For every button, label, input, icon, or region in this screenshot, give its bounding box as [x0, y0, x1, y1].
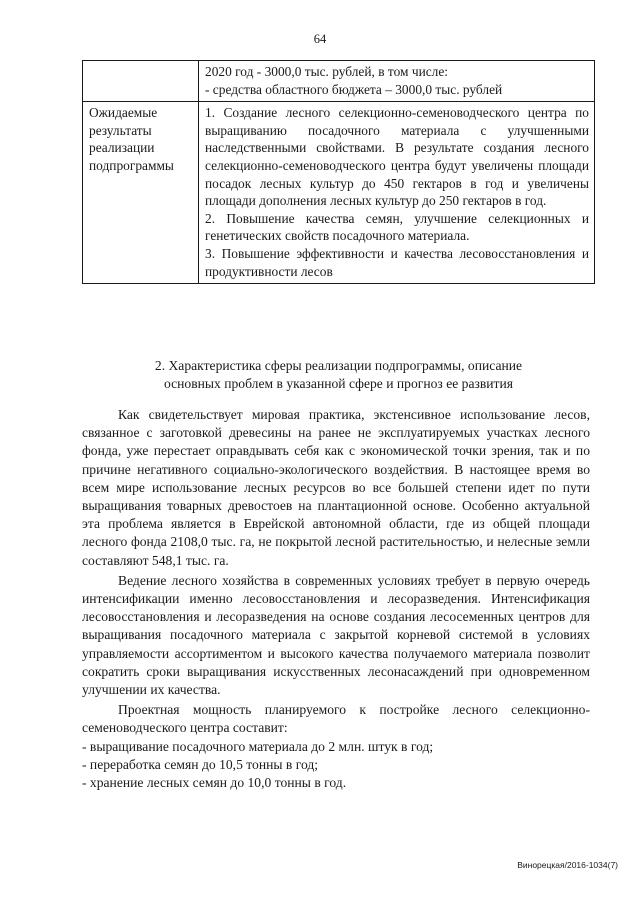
table-row-expected-results: [83, 102, 595, 284]
program-passport-table: [82, 60, 595, 284]
table-cell-label-empty: [83, 61, 199, 102]
section-heading-line-2: основных проблем в указанной сфере и прогноз ее развития: [163, 376, 514, 391]
expected-result-item-3: 3. Повышение эффективности и качества лесовосстановления и продуктивности лесов: [205, 245, 589, 279]
financing-line-total: 2020 год - 3000,0 тыс. рублей, в том числе:: [205, 64, 449, 79]
paragraph-forest-management: Ведение лесного хозяйства в современных условиях требует в первую очередь интенсификации именно лесовосстановления и лесоразведения. Интенсификация лесовосстановления и лесоразведения на основе создания лесосеменных центров для выращивания посадочного материала с закрытой корневой системой в условиях управляемости ассортиментом и высокого качества получаемого материала позволит сократить сроки выращивания искусственных лесонасаждений при одновременном улучшении их качества.: [82, 572, 590, 698]
document-footer-code: Винорецкая/2016-1034(7): [517, 860, 618, 870]
list-item: - выращивание посадочного материала до 2 млн. штук в год;: [82, 738, 434, 754]
expected-result-item-1: 1. Создание лесного селекционно-семеноводческого центра по выращиванию посадочного материала с улучшенными наследственными свойствами. В результате создания лесного селекционно-семеноводческого центра будут увеличены площади посадок лесных культур до 450 гектаров в год и увеличены площади дополнения лесных культур до 250 гектаров в год.: [205, 105, 589, 209]
section-heading-line-1: 2. Характеристика сферы реализации подпрограммы, описание: [154, 358, 523, 373]
table-cell-expected-results: [199, 102, 595, 284]
table-cell-label-expected-results: Ожидаемые результаты реализации подпрограммы: [83, 102, 199, 284]
list-item: - хранение лесных семян до 10,0 тонны в год.: [82, 775, 347, 791]
list-item: - переработка семян до 10,5 тонны в год;: [82, 756, 319, 772]
capacity-list: [82, 738, 590, 793]
expected-result-item-2: 2. Повышение качества семян, улучшение селекционных и генетических свойств посадочного материала.: [205, 210, 589, 244]
page-number: 64: [313, 32, 327, 46]
section-body: [82, 406, 590, 792]
section-heading: [82, 357, 595, 393]
paragraph-world-practice: Как свидетельствует мировая практика, экстенсивное использование лесов, связанное с заготовкой древесины на ранее не эксплуатируемых участках лесного фонда, уже перестает оправдывать себя как с экономической точки зрения, так и по причине негативного социально-экологического воздействия. В настоящее время во всем мире использование лесных ресурсов во все большей степени идет по пути выращивания товарных древостоев на плантационной основе. Особенно актуальной эта проблема является в Еврейской автономной области, где из общей площади лесного фонда 2108,0 тыс. га, не покрытой лесной растительностью, и нелесные земли составляют 548,1 тыс. га.: [82, 407, 590, 568]
table-cell-financing: [199, 61, 595, 102]
financing-line-regional-budget: - средства областного бюджета – 3000,0 тыс. рублей: [205, 81, 503, 97]
table-row-financing: [83, 61, 595, 102]
paragraph-design-capacity: Проектная мощность планируемого к постройке лесного селекционно-семеноводческого центра составит:: [82, 702, 590, 736]
